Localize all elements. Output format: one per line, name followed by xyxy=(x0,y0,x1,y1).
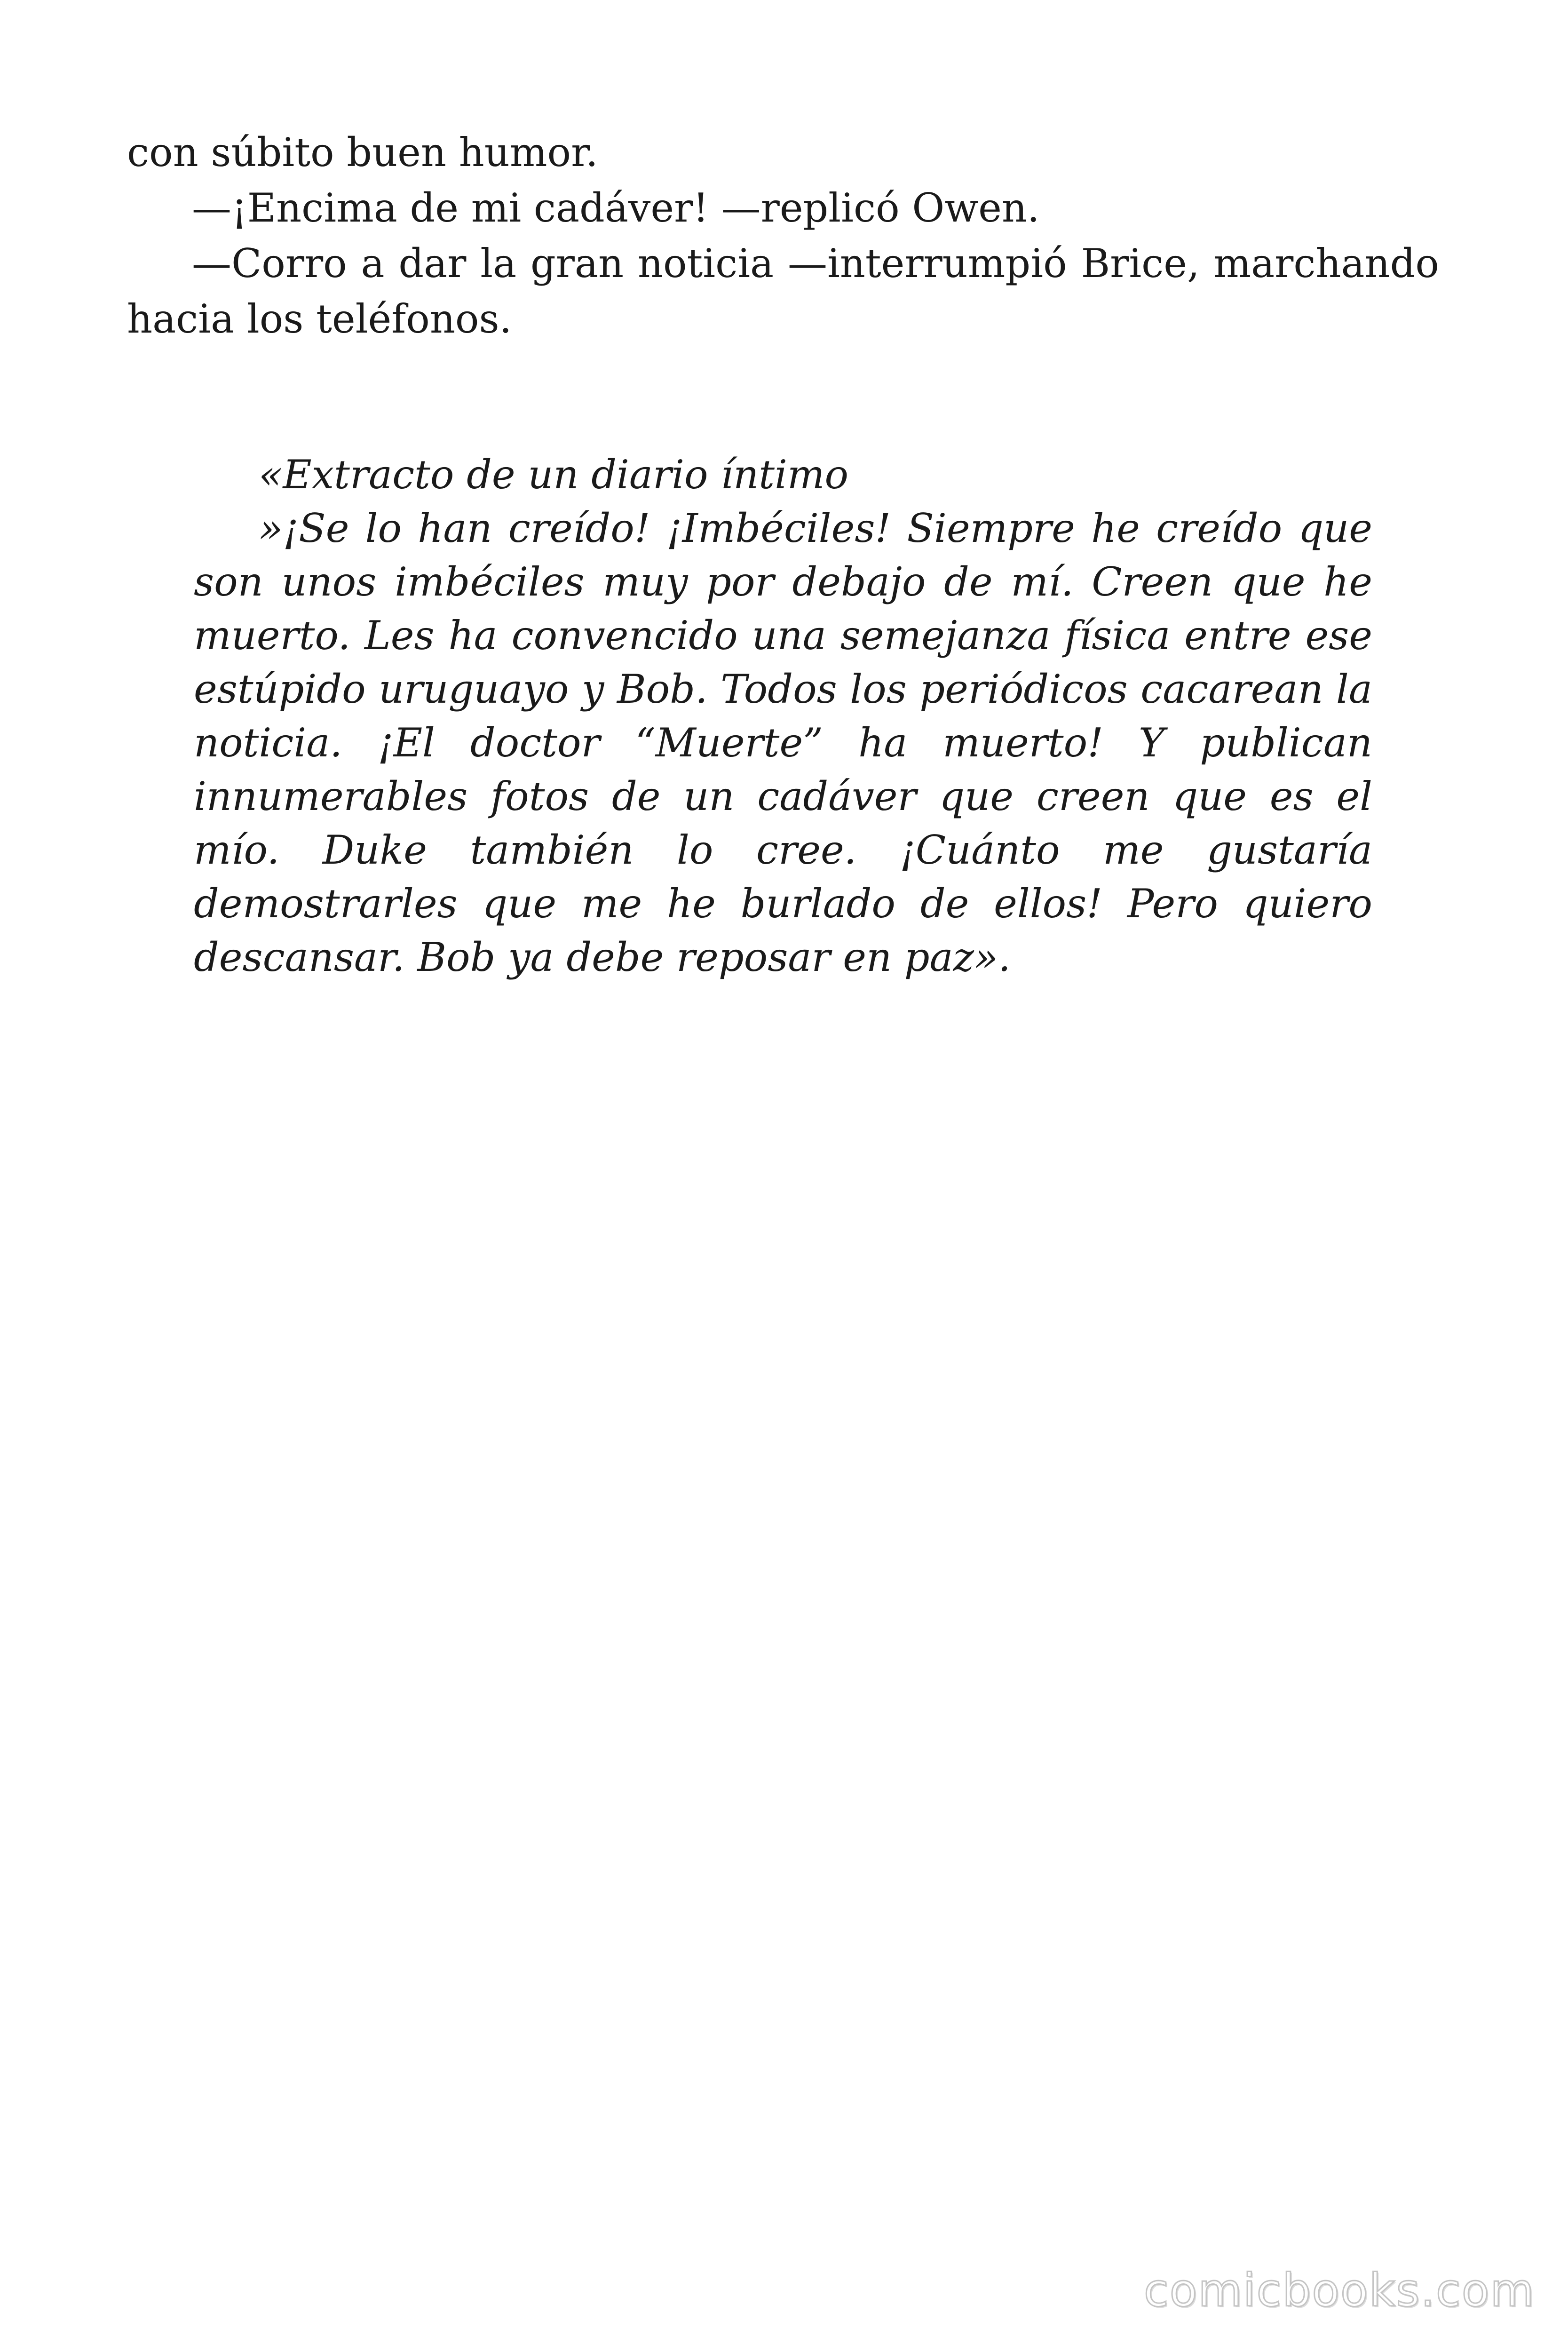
narrative-paragraph: con súbito buen humor. xyxy=(127,129,598,175)
book-page xyxy=(127,125,1439,984)
narrative-text xyxy=(127,125,1439,347)
narrative-paragraph: —¡Encima de mi cadáver! —replicó Owen. xyxy=(192,185,1040,231)
diary-heading: «Extracto de un diario íntimo xyxy=(259,452,849,498)
diary-entry: »¡Se lo han creído! ¡Imbéciles! Siempre he creído que son unos imbéciles muy por debajo de mí. Creen que he muerto. Les ha convencido una semejanza física entre ese estúpido uruguayo y Bob. Todos los periódicos cacarean la noticia. ¡El doctor “Muerte” ha muerto! Y publican innumerables fotos de un cadáver que creen que es el mío. Duke también lo cree. ¡Cuánto me gustaría demostrarles que me he burlado de ellos! Pero quiero descansar. Bob ya debe reposar en paz». xyxy=(194,505,1372,980)
watermark: comicbooks.com xyxy=(1143,2264,1535,2317)
diary-excerpt xyxy=(194,448,1372,984)
narrative-paragraph: —Corro a dar la gran noticia —interrumpió Brice, marchando hacia los teléfonos. xyxy=(127,240,1439,342)
